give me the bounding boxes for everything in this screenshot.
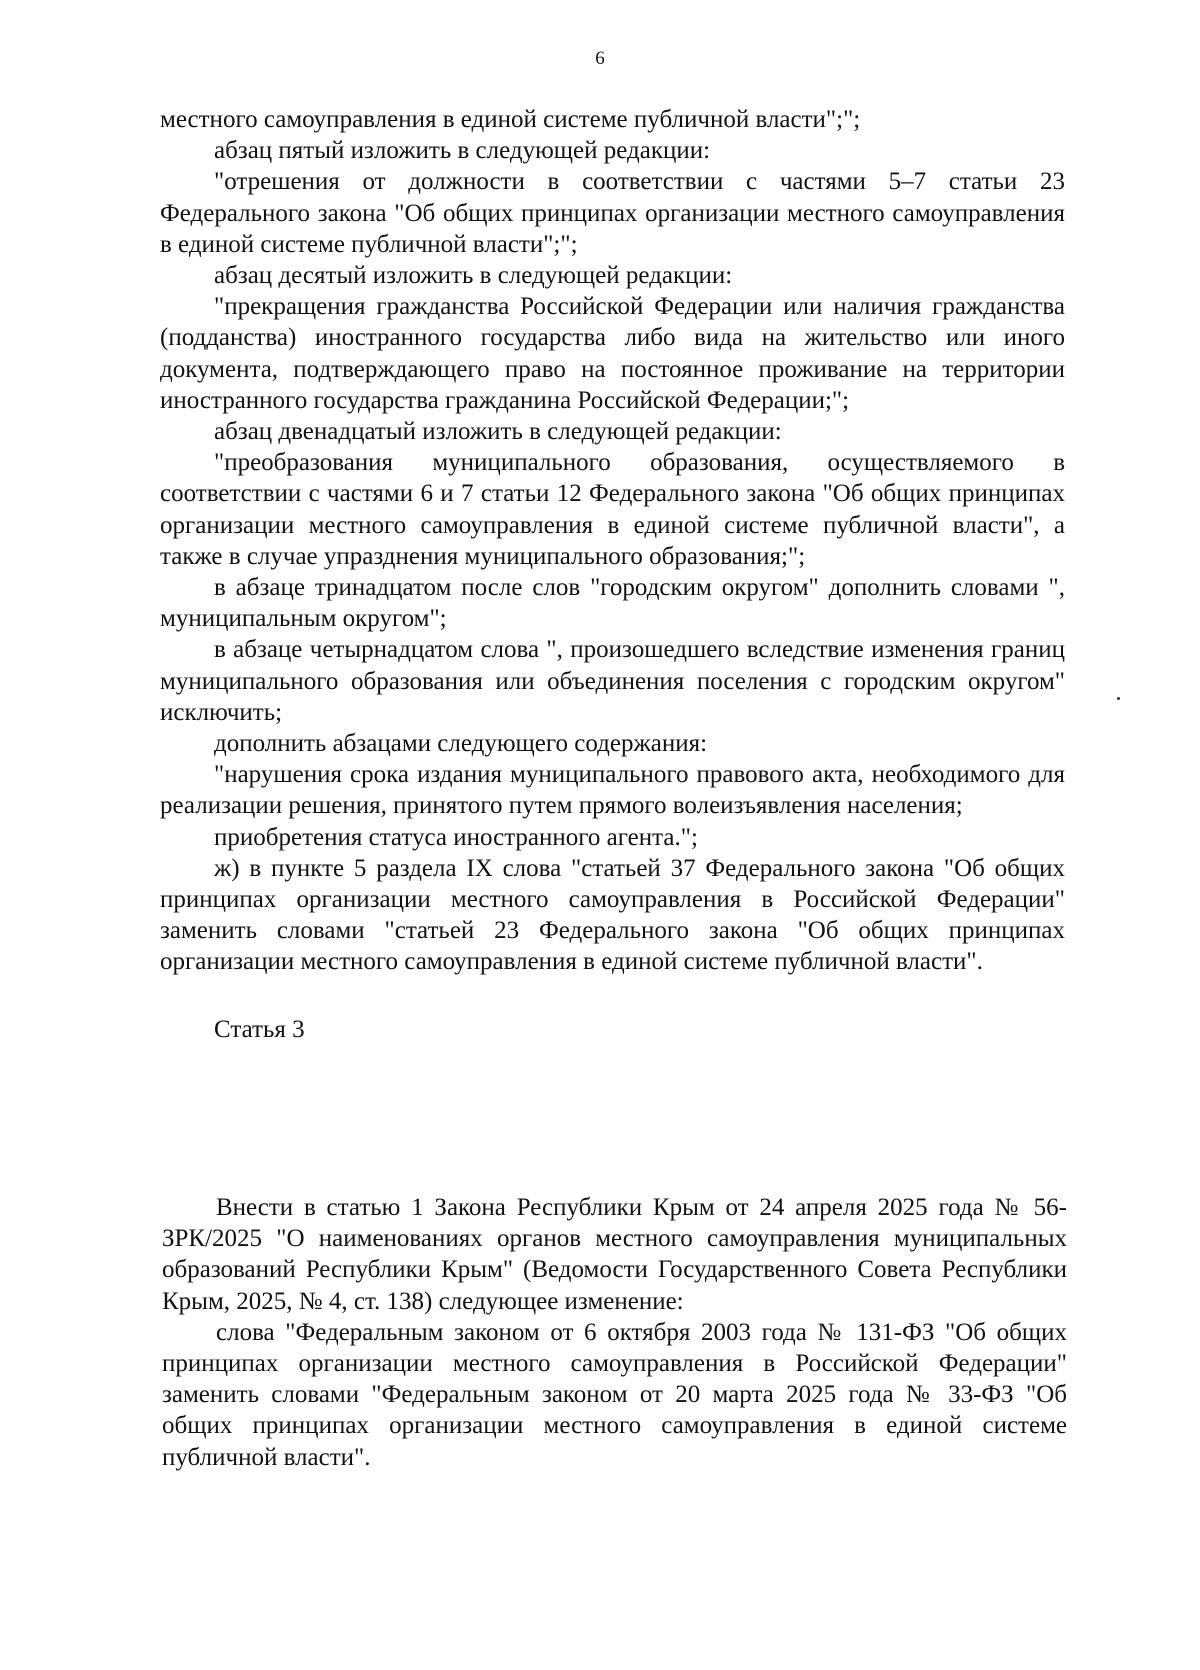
- article-title: Статья 3: [214, 1015, 305, 1043]
- paragraph: абзац пятый изложить в следующей редакции:: [214, 137, 711, 165]
- amendments-text-part1: [160, 104, 1065, 1081]
- paragraph: слова "Федеральным законом от 6 октября 2003 года № 131-ФЗ "Об общих принципах организации местного самоуправления в Российской Федерации" заменить словами "Федеральным законом от 20 марта 2025 года № 33-ФЗ "Об общих принципах организации местного самоуправления в единой системе публичной власти".: [162, 1318, 1067, 1471]
- paragraph: местного самоуправления в единой системе публичной власти";";: [160, 106, 861, 133]
- paragraph: "прекращения гражданства Российской Федерации или наличия гражданства (подданства) иностранного государства либо вида на жительство или иного документа, подтверждающего право на постоянное проживание на территории иностранного государства гражданина Российской Федерации;";: [160, 293, 1065, 414]
- paragraph: абзац двенадцатый изложить в следующей редакции:: [214, 418, 782, 446]
- paragraph: "нарушения срока издания муниципального правового акта, необходимого для реализации решения, принятого путем прямого волеизъявления населения;: [160, 761, 1065, 820]
- paragraph: дополнить абзацами следующего содержания:: [214, 730, 708, 758]
- page-number: 6: [595, 48, 605, 69]
- paragraph: "отрешения от должности в соответствии с частями 5–7 статьи 23 Федерального закона "Об общих принципах организации местного самоуправления в единой системе публичной власти";";: [160, 168, 1065, 258]
- paragraph: в абзаце тринадцатом после слов "городским округом" дополнить словами ", муниципальным округом";: [160, 574, 1065, 633]
- paragraph: абзац десятый изложить в следующей редакции:: [214, 262, 733, 290]
- scan-speck: [1117, 697, 1120, 700]
- paragraph: в абзаце четырнадцатом слова ", произошедшего вследствие изменения границ муниципального образования или объединения поселения с городским округом" исключить;: [160, 636, 1065, 726]
- paragraph: Внести в статью 1 Закона Республики Крым от 24 апреля 2025 года № 56-ЗРК/2025 "О наименованиях органов местного самоуправления муниципальных образований Республики Крым" (Ведомости Государственного Совета Республики Крым, 2025, № 4, ст. 138) следующее изменение:: [162, 1194, 1067, 1315]
- amendments-text-part2: [162, 1192, 1067, 1473]
- paragraph: приобретения статуса иностранного агента.";: [214, 823, 698, 851]
- paragraph: "преобразования муниципального образования, осуществляемого в соответствии с частями 6 и 7 статьи 12 Федерального закона "Об общих принципах организации местного самоуправления в единой системе публичной власти", а также в случае упразднения муниципального образования;";: [160, 449, 1065, 570]
- paragraph: ж) в пункте 5 раздела IX слова "статьей 37 Федерального закона "Об общих принципах организации местного самоуправления в Российской Федерации" заменить словами "статьей 23 Федерального закона "Об общих принципах организации местного самоуправления в единой системе публичной власти".: [160, 854, 1065, 976]
